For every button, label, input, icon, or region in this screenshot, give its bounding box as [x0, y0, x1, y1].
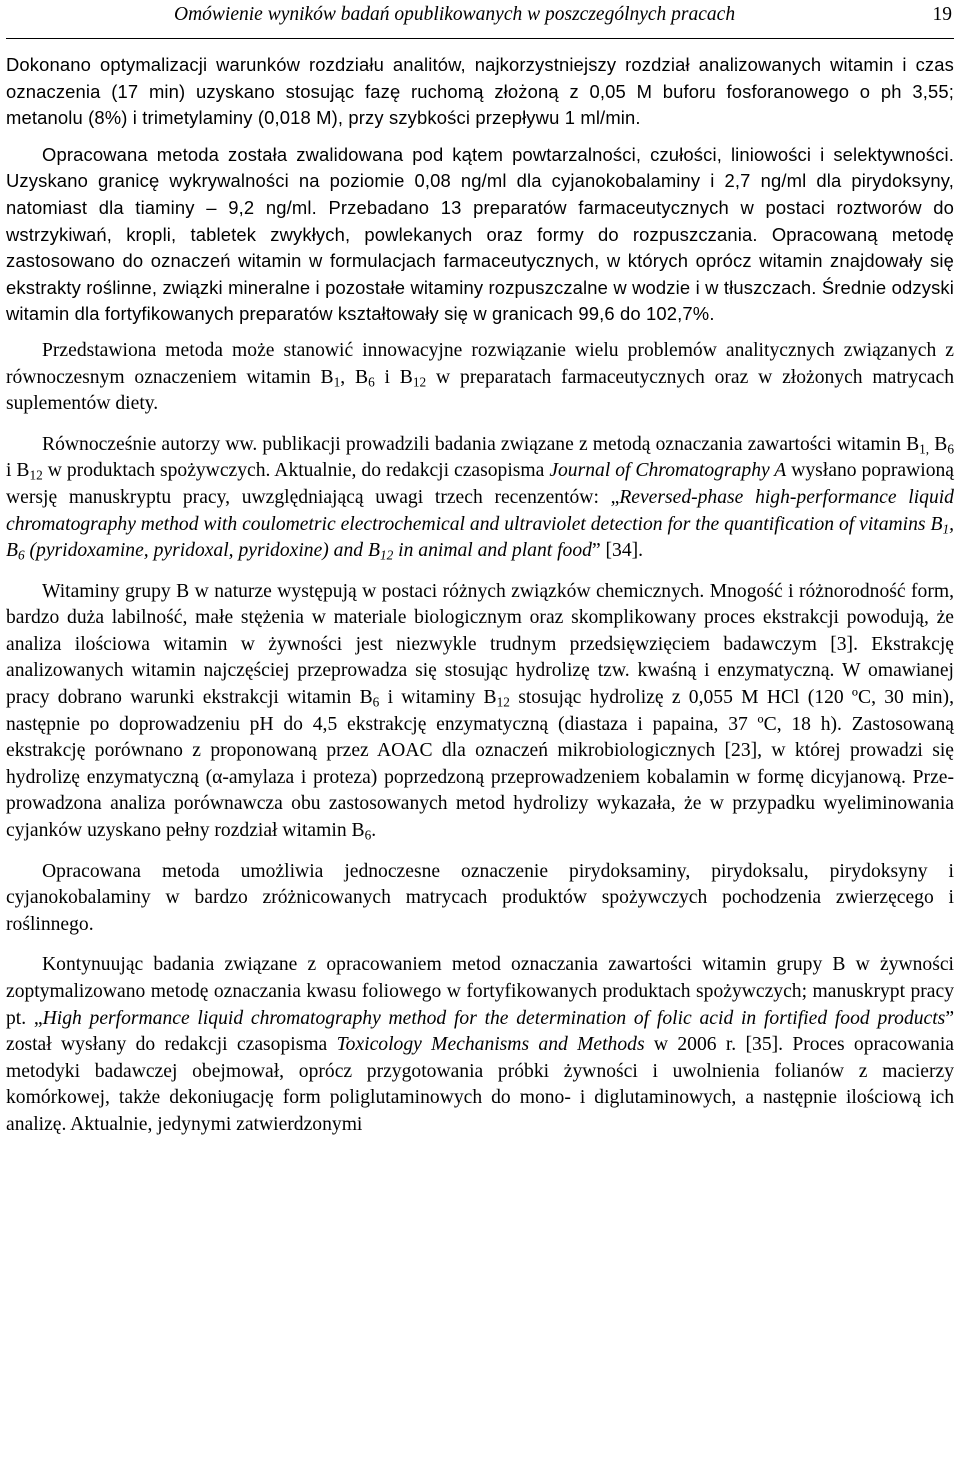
paragraph [6, 338, 954, 418]
text-run: w produktach spożywczych. Aktualnie, do redakcji czasopisma [42, 460, 550, 482]
paragraph [6, 432, 954, 565]
subscript: 6 [372, 694, 380, 710]
text-run: Witaminy grupy B w naturze występują w postaci różnych związków chemicznych. Mnogość i różnorodność form, bardzo duża labilność, małe stężenia w materiale biologicznym oraz skomplikowany proces ekstrakcji powodują, że analiza ilościowa witamin w żywności jest niezwykle trudnym przedsięwzięciem badawczym [3]. Ekstrakcję analizowanych witamin najczęściej przeprowadza się stosując hydrolizę tzw. kwaśną i enzymatyczną. W omawianej pracy dobrano warunki ekstrakcji witamin B [6, 580, 954, 709]
paragraph [6, 52, 954, 132]
italic-text-run: Toxicology Mechanisms and Methods [336, 1034, 645, 1056]
italic-text-run: High performance liquid chromatography method for the determination of folic acid in fortified food products [42, 1007, 946, 1029]
text-run: i B [6, 460, 30, 482]
text-run: i witaminy B [379, 687, 497, 709]
text-run: Przedstawiona metoda może stanowić innowacyjne rozwiązanie wielu problemów analitycznych związanych z równoczesnym oznaczeniem witamin B [6, 339, 954, 388]
subscript: 12 [379, 547, 394, 563]
italic-text-run: Reversed-phase high-performance liquid chromatography method with coulometric electrochemical and ultraviolet detection for the quantification of vitamins B [6, 486, 954, 535]
document-page [6, 0, 955, 1135]
italic-text-run: Journal of Chromatography A [549, 460, 787, 482]
header-title: Omówienie wyników badań opublikowanych w poszczególnych pracach [174, 4, 736, 25]
paragraph [6, 579, 954, 845]
text-run: . [371, 820, 377, 842]
running-header [6, 0, 954, 39]
paragraph [6, 859, 954, 939]
subscript: 6 [17, 547, 25, 563]
subscript: 12 [496, 694, 510, 710]
page-number: 19 [932, 4, 952, 25]
text-run: w 2006 r. [35]. Proces opracowania metodyki badawczej obejmował, oprócz przygotowania próbki żywności i uwolnienia folianów z macierzy komórkowej, także dekoniugację form poliglutaminowych do mono- i diglutaminowych, a następnie ilościową ich analizę. Aktualnie, jedynymi zatwierdzonymi [6, 1034, 954, 1135]
paragraph [6, 142, 954, 328]
subscript: 6 [364, 827, 372, 843]
body-text [6, 52, 954, 1153]
subscript: 1, [919, 441, 930, 457]
subscript: 1 [942, 520, 950, 536]
subscript: 6 [947, 441, 955, 457]
text-run: Równocześnie autorzy ww. publikacji prowadzili badania związane z metodą oznaczania zawartości witamin B [42, 433, 920, 455]
text-run: w preparatach farmaceutycznych oraz w złożonych matrycach suplementów diety. [6, 366, 954, 415]
text-run: Opracowana metoda umożliwia jednoczesne oznaczenie pirydoksaminy, pirydoksalu, pirydoksyny i cyjanokobalaminy w bardzo zróżnicowanych matrycach produktów spożywczych pochodzenia zwierzęcego i roślinnego. [6, 860, 954, 935]
text-run: ” [34]. [591, 540, 644, 562]
text-run: i B [374, 366, 413, 388]
text-run: ” został wysłany do redakcji czasopisma [6, 1007, 955, 1056]
subscript: 1 [333, 373, 341, 389]
italic-text-run: (pyridoxamine, pyridoxal, pyridoxine) and B [24, 540, 380, 562]
text-run: Kontynuując badania związane z opracowaniem metod oznaczania zawartości witamin grupy B w żywności zoptymalizowano metodę oznaczania kwasu foliowego w fortyfikowanych produktach spożywczych; manuskrypt pracy pt. „ [6, 954, 954, 1029]
paragraph [6, 952, 954, 1138]
text-run: Dokonano optymalizacji warunków rozdziału analitów, najkorzystniejszy rozdział analizowanych witamin i czas oznaczenia (17 min) uzyskano stosując fazę ruchomą złożoną z 0,05 M buforu fosforanowego o ph 3,55; metanolu (8%) i trimetylaminy (0,018 M), przy szybkości przepływu 1 ml/min. [6, 54, 954, 129]
text-run: wysłano poprawioną wersję manuskryptu pracy, uwzględniającą uwagi trzech recenzentów: „ [6, 460, 954, 508]
text-run: Opracowana metoda została zwalidowana pod kątem powtarzalności, czułości, liniowości i selektywności. Uzyskano granicę wykrywalności na poziomie 0,08 ng/ml dla cyjanokobalaminy i 2,7 ng/ml dla pirydoksyny, natomiast dla tiaminy – 9,2 ng/ml. Przebadano 13 preparatów farmaceutycznych w postaci roztworów do wstrzykiwań, kropli, tabletek zwykłych, powlekanych oraz formy do rozpuszczania. Opracowaną metodę zastosowano do oznaczeń witamin w formulacjach farmaceutycznych, w których oprócz witamin znajdowały się ekstrakty roślinne, związki mineralne i pozostałe witaminy rozpuszczalne w wodzie i w tłuszczach. Średnie odzyski witamin dla fortyfikowanych preparatów kształtowały się w granicach 99,6 do 102,7%. [6, 143, 954, 325]
italic-text-run: , B [6, 513, 954, 562]
text-run: , B [340, 366, 369, 388]
subscript: 12 [29, 467, 43, 483]
text-run: stosując hydrolizę z 0,055 M HCl (120 ºC, 30 min), następnie po doprowadzeniu pH do 4,5 ekstrakcję enzymatyczną (diastaza i papaina, 37 ºC, 18 h). Zastosowaną ekstrakcję porównano z proponowaną przez AOAC dla oznaczeń mikrobiologicznych [23], w której prowadzi się hydrolizę enzymatyczną (α-amylaza i proteza) poprzedzoną przeprowadzeniem kobalamin w formę dicyjanową. Przeprowadzona analiza porównawcza obu zastosowanych metod hydrolizy wykazała, że w przypadku wyeliminowania cyjanków uzyskano pełny rozdział witamin B [6, 687, 954, 842]
subscript: 6 [368, 373, 375, 389]
text-run: B [929, 433, 948, 455]
italic-text-run: in animal and plant food [393, 540, 592, 562]
subscript: 12 [412, 373, 427, 389]
